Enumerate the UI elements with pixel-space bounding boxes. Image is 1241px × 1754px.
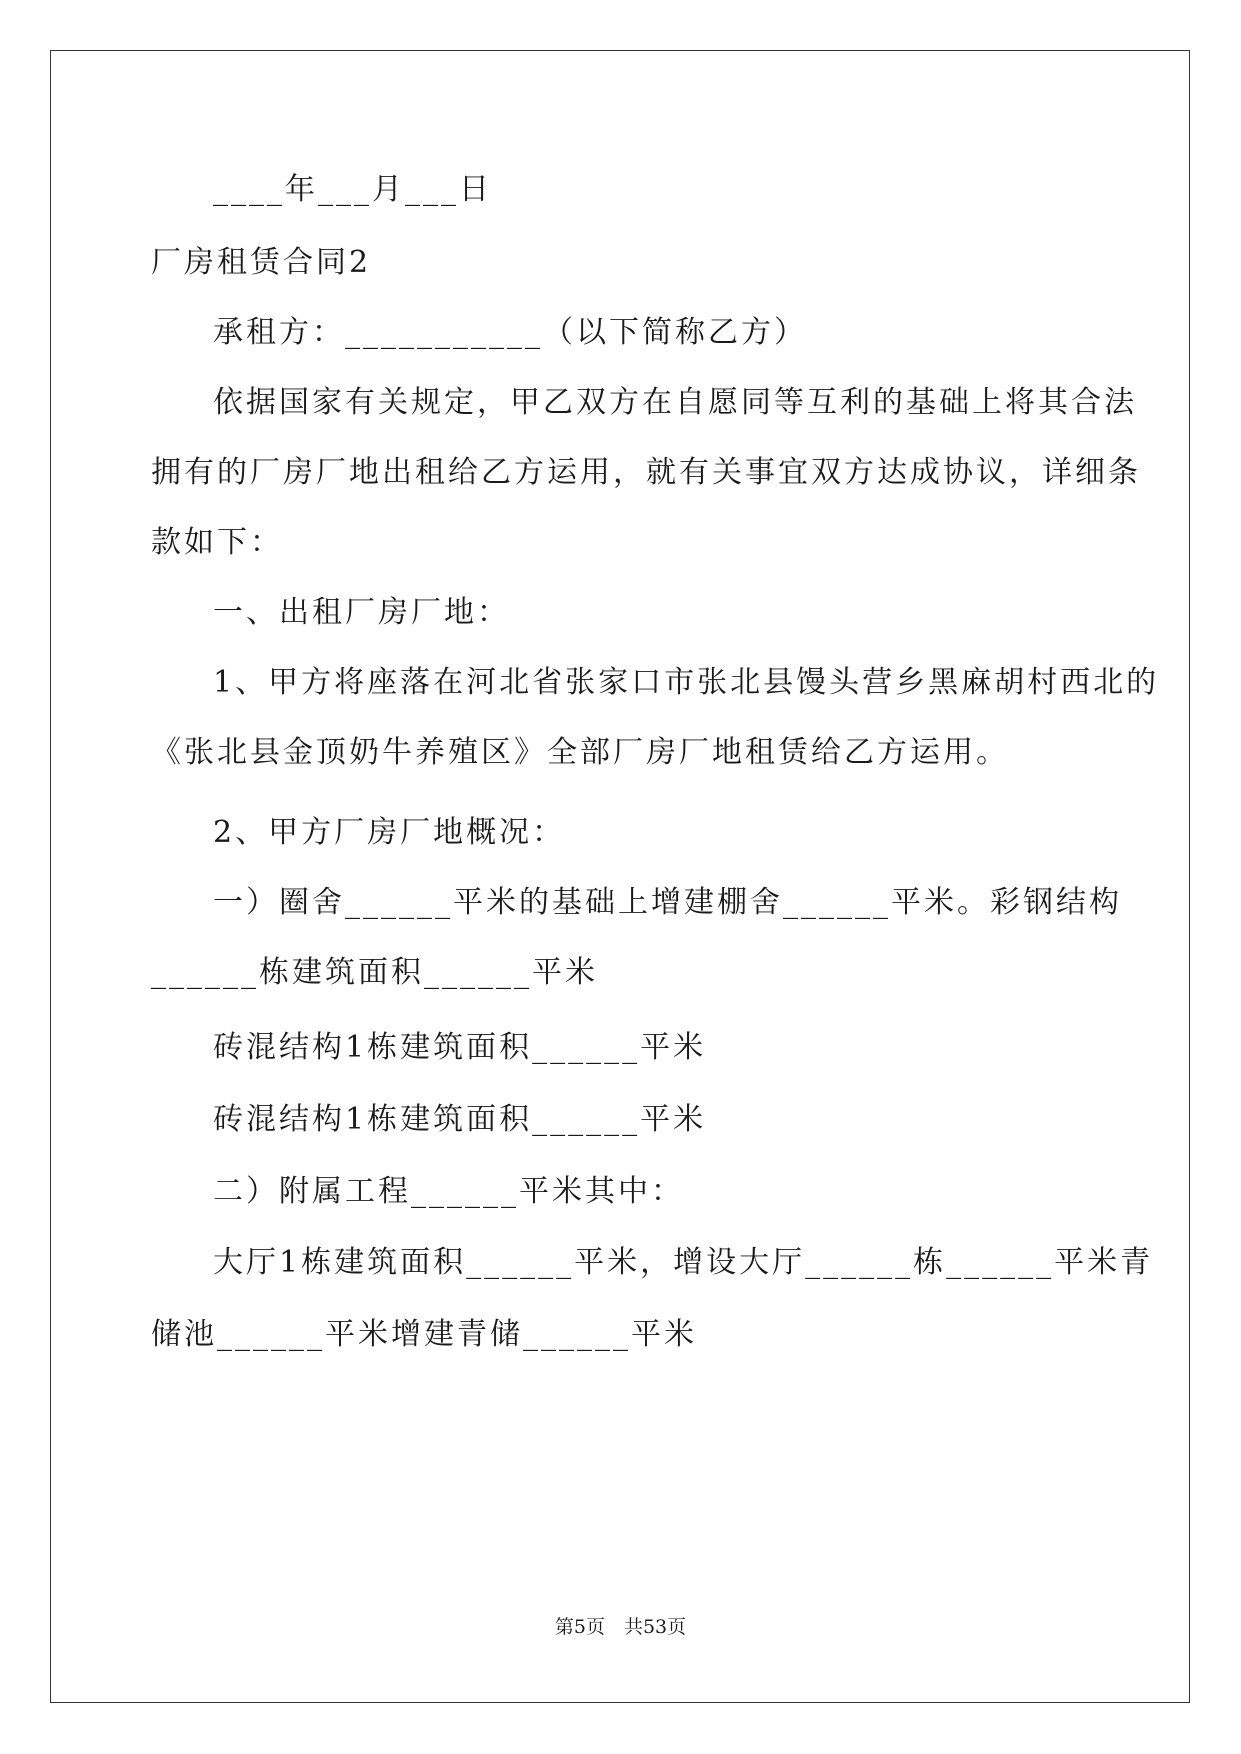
paragraph-line: 一）圈舍______平米的基础上增建棚舍______平米。彩钢结构 — [213, 885, 1122, 920]
page-number-footer — [0, 1615, 1241, 1639]
paragraph-line: 大厅1栋建筑面积______平米，增设大厅______栋______平米青 — [213, 1245, 1154, 1280]
page-border — [50, 50, 1190, 1703]
paragraph-line: 款如下： — [151, 525, 283, 560]
paragraph-line: 《张北县金顶奶牛养殖区》全部厂房厂地租赁给乙方运用。 — [151, 735, 1009, 770]
page-number-label: 第5页 共53页 — [554, 1616, 687, 1638]
date-line: ____年___月___日 — [213, 172, 492, 207]
section-heading: 一、出租厂房厂地： — [213, 595, 510, 630]
paragraph-line: 依据国家有关规定，甲乙双方在自愿同等互利的基础上将其合法 — [213, 385, 1137, 420]
paragraph-line: 砖混结构1栋建筑面积______平米 — [213, 1102, 707, 1137]
paragraph-line: 砖混结构1栋建筑面积______平米 — [213, 1030, 707, 1065]
contract-heading: 厂房租赁合同2 — [151, 245, 372, 280]
paragraph-line: 拥有的厂房厂地出租给乙方运用，就有关事宜双方达成协议，详细条 — [151, 455, 1141, 490]
paragraph-line: 储池______平米增建青储______平米 — [151, 1317, 697, 1352]
paragraph-line: 二）附属工程______平米其中： — [213, 1174, 684, 1209]
paragraph-line: 1、甲方将座落在河北省张家口市张北县馒头营乡黑麻胡村西北的 — [213, 665, 1160, 700]
lessee-line: 承租方：___________（以下简称乙方） — [213, 315, 807, 350]
clause-heading: 2、甲方厂房厂地概况： — [213, 815, 566, 850]
paragraph-line: ______栋建筑面积______平米 — [151, 955, 598, 990]
